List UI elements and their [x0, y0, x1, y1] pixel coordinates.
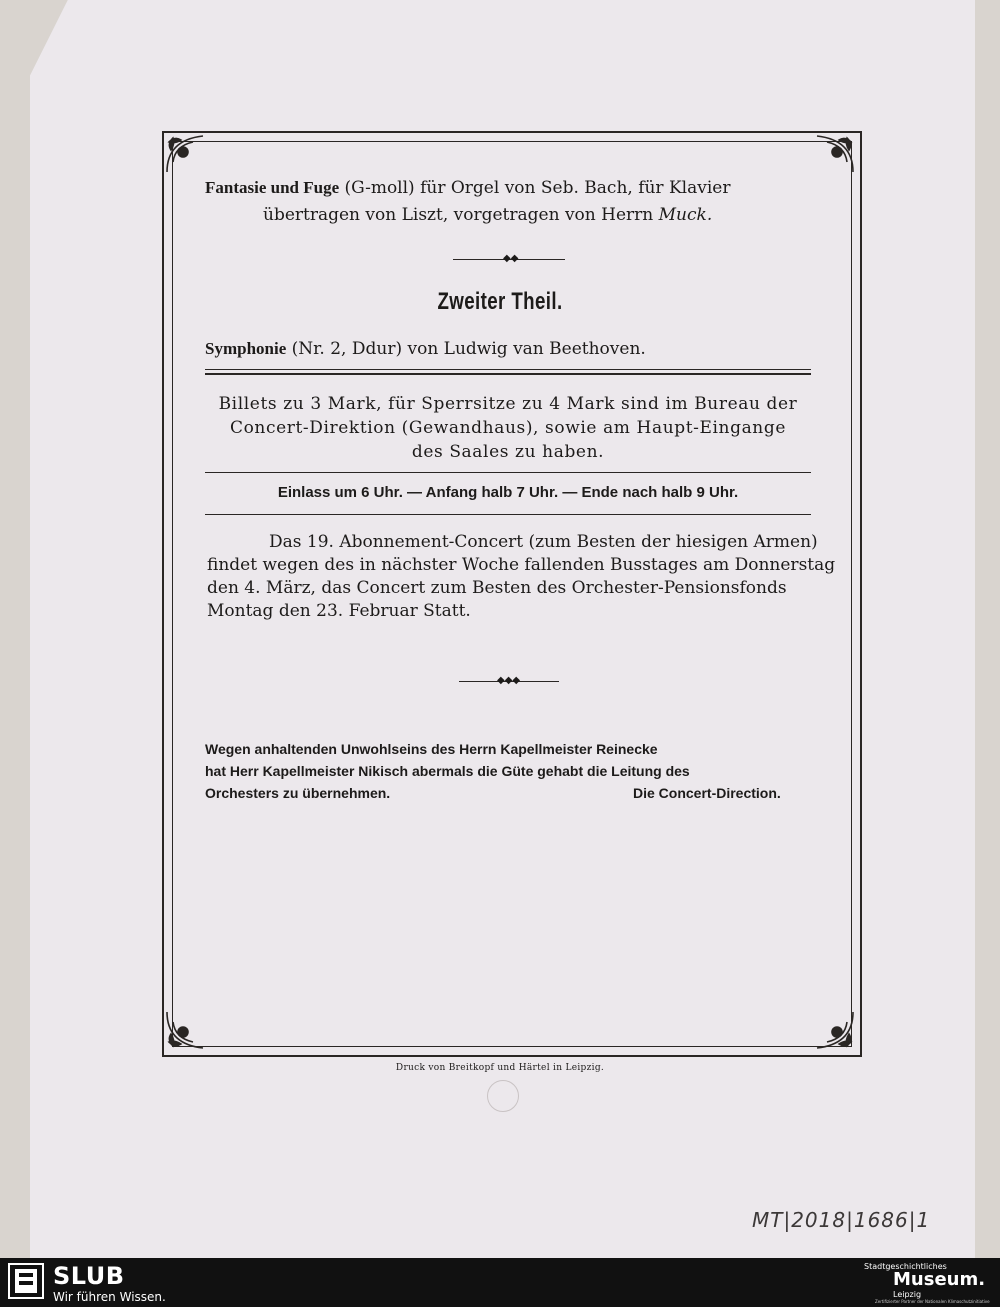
announcement-line-2: findet wegen des in nächster Woche fallenden Busstages am Donnerstag	[207, 555, 836, 575]
notice-line-3-text: Orchesters zu übernehmen.	[205, 785, 391, 801]
announcement	[207, 531, 836, 623]
corner-ornament-bottom-right	[811, 1006, 857, 1052]
section-title: Zweiter Theil.	[437, 288, 563, 315]
corner-ornament-top-left	[163, 132, 209, 178]
concert-times: Einlass um 6 Uhr. — Anfang halb 7 Uhr. — Ende nach halb 9 Uhr.	[277, 484, 739, 501]
divider-ornament-1: ◆◆	[503, 253, 519, 264]
printer-imprint: Druck von Breitkopf und Härtel in Leipzig.	[395, 1063, 605, 1073]
library-stamp	[487, 1080, 519, 1112]
library-name[interactable]: SLUB	[53, 1262, 125, 1290]
fantasie-details: (G-moll) für Orgel von Seb. Bach, für Klavier	[344, 178, 731, 198]
fantasie-title: Fantasie und Fuge	[205, 178, 340, 197]
symphonie-details: (Nr. 2, Ddur) von Ludwig van Beethoven.	[291, 339, 646, 359]
symphonie-title: Symphonie	[205, 339, 287, 358]
museum-city: Leipzig	[893, 1290, 922, 1299]
shelfmark: MT|2018|1686|1	[752, 1208, 931, 1232]
notice-signature: Die Concert-Direction.	[633, 785, 781, 801]
announcement-line-1: Das 19. Abonnement-Concert (zum Besten der hiesigen Armen)	[269, 532, 818, 552]
notice-line-1: Wegen anhaltenden Unwohlseins des Herrn Kapellmeister Reinecke	[205, 741, 658, 757]
double-rule-bottom	[205, 373, 811, 375]
fantasie-entry	[205, 174, 730, 229]
rule-below-times	[205, 514, 811, 515]
notice-line-2: hat Herr Kapellmeister Nikisch abermals die Güte gehabt die Leitung des	[205, 763, 690, 779]
divider-ornament-2: ◆◆◆	[497, 675, 521, 686]
fantasie-arranger: übertragen von Liszt, vorgetragen von Herrn	[263, 205, 654, 225]
symphonie-entry	[205, 339, 646, 359]
museum-prefix: Stadtgeschichtliches	[864, 1262, 947, 1271]
ticket-line-2: Concert-Direktion (Gewandhaus), sowie am Haupt-Eingange	[229, 418, 786, 438]
fantasie-performer: Muck.	[658, 205, 713, 225]
announcement-line-3: den 4. März, das Concert zum Besten des Orchester-Pensionsfonds	[207, 578, 787, 598]
corner-ornament-top-right	[811, 132, 857, 178]
library-claim: Wir führen Wissen.	[53, 1290, 166, 1304]
announcement-line-4: Montag den 23. Februar Statt.	[207, 601, 471, 621]
footer-bar	[0, 1258, 1000, 1307]
corner-ornament-bottom-left	[163, 1006, 209, 1052]
fantasie-line-2	[205, 202, 730, 229]
museum-tagline: Zertifizierter Partner der Nationalen Klimaschutzinitiative	[875, 1299, 990, 1304]
ticket-info	[205, 392, 811, 464]
conductor-notice	[205, 738, 820, 804]
rule-above-times	[205, 472, 811, 473]
museum-name[interactable]: Museum.	[893, 1269, 986, 1290]
slub-logo-icon[interactable]	[8, 1263, 44, 1299]
notice-line-3	[205, 782, 820, 804]
double-rule-top	[205, 369, 811, 370]
ticket-line-3: des Saales zu haben.	[411, 442, 605, 462]
ticket-line-1: Billets zu 3 Mark, für Sperrsitze zu 4 Mark sind im Bureau der	[218, 394, 798, 414]
